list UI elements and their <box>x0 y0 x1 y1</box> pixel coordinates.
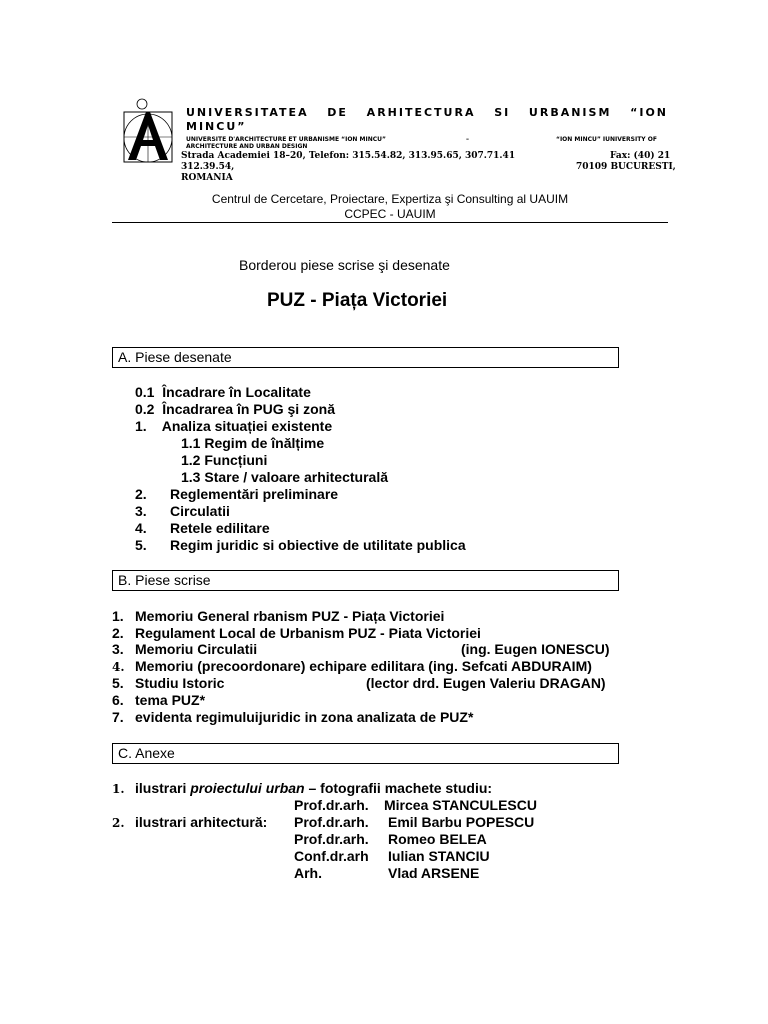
list-item: 7. evidenta regimuluijuridic in zona analizata de PUZ* <box>112 709 474 725</box>
page-title: PUZ - Piața Victoriei <box>267 290 448 311</box>
person-title: Conf.dr.arh <box>294 848 369 864</box>
research-center-acronym: CCPEC - UAUIM <box>344 207 436 221</box>
english-name: “ION MINCU” IUNIVERSITY OF <box>556 136 657 143</box>
author-credit: (lector drd. Eugen Valeriu DRAGAN) <box>366 675 606 691</box>
list-item: 6. tema PUZ* <box>112 692 206 708</box>
dash-separator: – <box>466 136 469 143</box>
list-subitem: 1.1 Regim de înălțime <box>181 435 325 451</box>
person-title: Arh. <box>294 865 322 881</box>
person-title: Prof.dr.arh. <box>294 797 369 813</box>
postal-code: 70109 BUCURESTI, <box>576 162 676 172</box>
person-name: Iulian STANCIU <box>388 848 490 864</box>
english-name-line2: ARCHITECTURE AND URBAN DESIGN <box>186 143 308 150</box>
fax-label: Fax: (40) 21 <box>610 151 671 161</box>
person-title: Prof.dr.arh. <box>294 814 369 830</box>
person-title: Prof.dr.arh. <box>294 831 369 847</box>
university-name-line2: MINCU” <box>186 120 247 133</box>
person-name: Vlad ARSENE <box>388 865 480 881</box>
list-item: 0.2 Încadrarea în PUG şi zonă <box>135 401 335 417</box>
list-item: 2. Reglementări preliminare <box>135 486 339 502</box>
borderou-title: Borderou piese scrise şi desenate <box>239 257 450 273</box>
section-c-heading: C. Anexe <box>112 743 619 764</box>
list-item: 3. Circulatii <box>135 503 230 519</box>
list-item: 2. Regulament Local de Urbanism PUZ - Piata Victoriei <box>112 625 481 641</box>
french-name: UNIVERSITE D'ARCHITECTURE ET URBANISME “ION MINCU” <box>186 136 386 143</box>
address-line: Strada Academiei 18–20, Telefon: 315.54.82, 313.95.65, 307.71.41 <box>181 151 516 161</box>
person-name: Emil Barbu POPESCU <box>388 814 535 830</box>
section-b-heading: B. Piese scrise <box>112 570 619 591</box>
list-subitem: 1.2 Funcțiuni <box>181 452 268 468</box>
list-item: 5. Studiu Istoric <box>112 675 225 691</box>
country: ROMANIA <box>181 173 233 183</box>
list-subitem: 1.3 Stare / valoare arhitecturală <box>181 469 388 485</box>
author-credit: (ing. Eugen IONESCU) <box>461 641 610 657</box>
list-item: 1. Memoriu General rbanism PUZ - Piața Victoriei <box>112 608 445 624</box>
list-item: 0.1 Încadrare în Localitate <box>135 384 311 400</box>
header-divider <box>112 222 668 223</box>
person-name: Romeo BELEA <box>388 831 487 847</box>
list-item: 4. Memoriu (precoordonare) echipare edilitara (ing. Sefcati ABDURAIM) <box>112 658 592 674</box>
list-item: 2. ilustrari arhitectură: <box>112 814 268 830</box>
university-name-line1: UNIVERSITATEA DE ARHITECTURA SI URBANISM “ION <box>186 106 668 119</box>
person-name: Mircea STANCULESCU <box>384 797 537 813</box>
university-logo <box>118 98 178 166</box>
list-item: 1. ilustrari proiectului urban – fotografii machete studiu: <box>112 780 493 796</box>
section-a-heading: A. Piese desenate <box>112 347 619 368</box>
list-item: 5. Regim juridic si obiective de utilitate publica <box>135 537 466 553</box>
list-item: 3. Memoriu Circulatii <box>112 641 258 657</box>
research-center-name: Centrul de Cercetare, Proiectare, Expertiza şi Consulting al UAUIM <box>211 192 569 206</box>
phone-line2: 312.39.54, <box>181 162 235 172</box>
list-item: 4. Retele edilitare <box>135 520 270 536</box>
list-item: 1. Analiza situației existente <box>135 418 333 434</box>
